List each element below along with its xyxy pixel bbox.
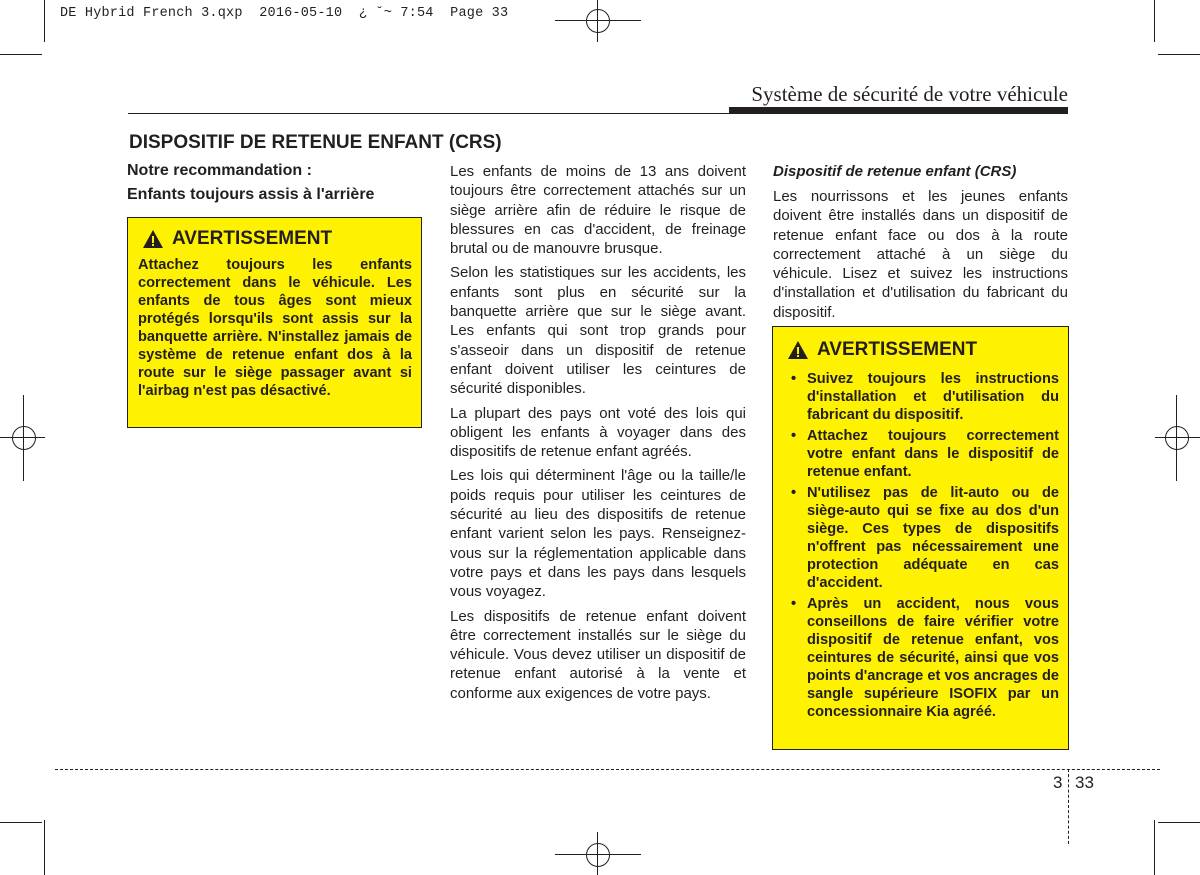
warning-triangle-icon <box>142 229 164 249</box>
paragraph: Selon les statistiques sur les accidents, les enfants sont plus en sécurité sur la banquette arrière que sur le siège avant. Les enfants qui sont trop grands pour s'asseoir dans un dispositif de retenue enfant doivent utiliser les ceintures de sécurité disponibles. <box>450 264 746 398</box>
header-rule-bar <box>729 107 1068 113</box>
warning-box-right <box>772 326 1069 750</box>
running-header-title: Système de sécurité de votre véhicule <box>751 82 1068 106</box>
header-rule <box>128 113 1068 114</box>
list-item: • Attachez toujours correctement votre enfant dans le dispositif de retenue enfant. <box>783 427 1059 481</box>
warning-triangle-icon <box>787 340 809 360</box>
paragraph: Les dispositifs de retenue enfant doivent être correctement installés sur le siège du véhicule. Vous devez utiliser un dispositif de retenue enfant autorisé à la vente et conforme aux exigences de votre pays. <box>450 607 746 702</box>
page-number: 33 <box>1075 773 1094 792</box>
list-item: • N'utilisez pas de lit-auto ou de siège-auto qui se fixe au dos d'un siège. Ces types de dispositifs n'offrent pas nécessairement une protection adéquate en cas d'accident. <box>783 484 1059 592</box>
paragraph: Les lois qui déterminent l'âge ou la taille/le poids requis pour utiliser les ceintures de sécurité au lieu des dispositifs de retenue enfant varient selon les pays. Renseignez-vous sur la réglementation applicable dans votre pays et dans les pays dans lesquels vous voyagez. <box>450 467 746 601</box>
paragraph: Les nourrissons et les jeunes enfants doivent être installés dans un dispositif de retenue enfant face ou dos à la route correctement attaché à un siège du véhicule. Lisez et suivez les instructions d'installation et d'utilisation du fabricant du dispositif. <box>773 188 1068 321</box>
list-item: • Après un accident, nous vous conseillons de faire vérifier votre dispositif de retenue enfant, vos ceintures de sécurité, ainsi que vos points d'ancrage et vos ancrages de sangle supérieure ISOFIX par un concessionnaire Kia agréé. <box>783 595 1059 721</box>
print-slug: DE Hybrid French 3.qxp 2016-05-10 ¿ ˘~ 7:54 Page 33 <box>60 6 509 21</box>
warning-list <box>783 370 1059 721</box>
warning-text: Attachez toujours les enfants correctement dans le véhicule. Les enfants de tous âges sont mieux protégés lorsqu'ils sont assis sur la banquette arrière. N'installez jamais de système de retenue enfant dos à la route sur le siège passager avant si l'airbag n'est pas désactivé. <box>138 257 412 399</box>
warning-title: AVERTISSEMENT <box>172 228 333 249</box>
warning-title: AVERTISSEMENT <box>817 339 978 360</box>
right-column <box>773 162 1068 327</box>
warning-box-left <box>127 217 422 428</box>
crs-subtitle: Dispositif de retenue enfant (CRS) <box>773 163 1017 180</box>
section-title: DISPOSITIF DE RETENUE ENFANT (CRS) <box>129 132 502 153</box>
footer-divider <box>1068 769 1069 844</box>
recommendation-subheading: Enfants toujours assis à l'arrière <box>127 186 375 203</box>
middle-column <box>450 162 746 708</box>
left-column <box>127 159 422 207</box>
recommendation-heading: Notre recommandation : <box>127 162 312 179</box>
chapter-number: 3 <box>1053 773 1063 792</box>
paragraph: La plupart des pays ont voté des lois qui obligent les enfants à voyager dans des dispositifs de retenue enfant agréés. <box>450 404 746 461</box>
paragraph: Les enfants de moins de 13 ans doivent toujours être correctement attachés sur un siège arrière afin de réduire le risque de blessures en cas d'accident, de freinage brutal ou de manouvre brusque. <box>450 163 746 258</box>
footer-rule <box>55 769 1160 770</box>
list-item: • Suivez toujours les instructions d'installation et d'utilisation du fabricant du dispositif. <box>783 370 1059 424</box>
